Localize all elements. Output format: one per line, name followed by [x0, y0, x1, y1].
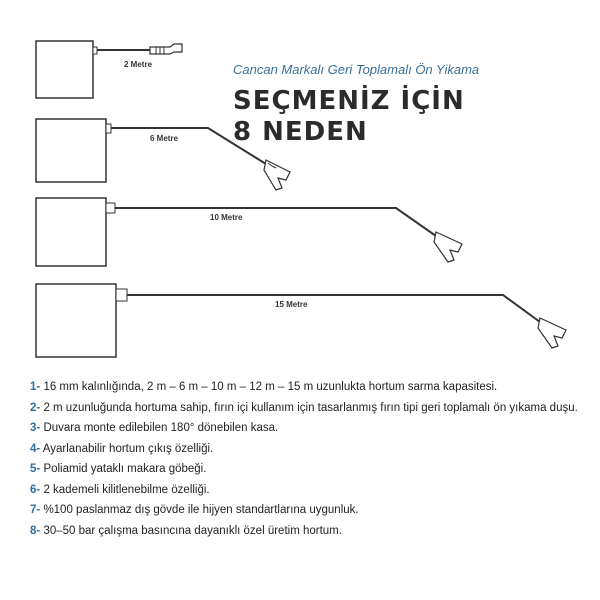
feature-number: 1- — [30, 381, 41, 393]
feature-number: 5- — [30, 463, 41, 475]
feature-item — [30, 439, 585, 460]
headline-line-1: SEÇMENİZ İÇİN — [233, 86, 465, 116]
feature-list — [30, 377, 585, 541]
feature-text: 30–50 bar çalışma basıncına dayanıklı özel üretim hortum. — [43, 524, 342, 537]
headline-line-2: 8 NEDEN — [233, 117, 368, 147]
length-label-10m: 10 Metre — [210, 213, 243, 222]
hose-line — [115, 208, 436, 236]
reel-box — [36, 198, 106, 266]
feature-item — [30, 521, 585, 542]
spray-gun-icon — [264, 160, 290, 190]
hose-fitting — [116, 289, 127, 301]
feature-text: 2 m uzunluğunda hortuma sahip, fırın içi kullanım için tasarlanmış fırın tipi geri toplamalı ön yıkama duşu. — [43, 401, 578, 414]
feature-text: %100 paslanmaz dış gövde ile hijyen standartlarına uygunluk. — [43, 504, 359, 516]
length-label-6m: 6 Metre — [150, 134, 179, 143]
feature-text: 16 mm kalınlığında, 2 m – 6 m – 10 m – 12 m – 15 m uzunlukta hortum sarma kapasitesi. — [43, 381, 498, 393]
reel-box — [36, 284, 116, 357]
spray-gun-icon — [434, 232, 462, 262]
feature-item — [30, 459, 585, 480]
hose-fitting — [93, 47, 97, 54]
feature-number: 3- — [30, 422, 41, 434]
feature-text: Ayarlanabilir hortum çıkış özelliği. — [42, 442, 214, 455]
length-label-2m: 2 Metre — [124, 60, 153, 69]
subtitle: Cancan Markalı Geri Toplamalı Ön Yikama — [233, 62, 480, 77]
spray-gun-icon — [150, 44, 182, 54]
hose-fitting — [106, 124, 111, 133]
feature-item — [30, 500, 585, 521]
reel-2m — [36, 41, 182, 98]
feature-item — [30, 398, 585, 419]
feature-item — [30, 418, 585, 439]
reel-15m — [36, 284, 566, 357]
feature-item — [30, 377, 585, 398]
feature-number: 6- — [30, 483, 41, 496]
feature-number: 7- — [30, 504, 41, 516]
reel-box — [36, 41, 93, 98]
spray-gun-icon — [538, 318, 566, 348]
feature-number: 8- — [30, 524, 41, 537]
feature-number: 2- — [30, 401, 41, 414]
feature-text: Duvara monte edilebilen 180° dönebilen kasa. — [43, 422, 279, 434]
feature-text: Poliamid yataklı makara göbeği. — [43, 463, 207, 475]
reel-10m — [36, 198, 462, 266]
hose-line — [127, 295, 540, 322]
feature-item — [30, 480, 585, 501]
feature-number: 4- — [30, 442, 41, 455]
reel-box — [36, 119, 106, 182]
feature-text: 2 kademeli kilitlenebilme özelliği. — [43, 483, 210, 496]
length-label-15m: 15 Metre — [275, 300, 308, 309]
hose-fitting — [106, 203, 115, 213]
